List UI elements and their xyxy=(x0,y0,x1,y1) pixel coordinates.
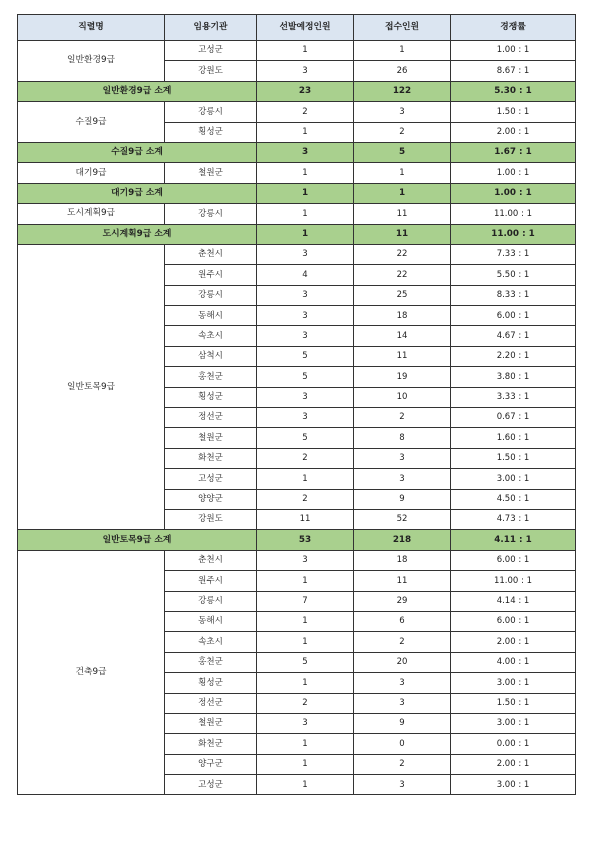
applicants-cell: 9 xyxy=(354,489,451,509)
planned-hires-cell: 5 xyxy=(257,652,354,672)
competition-rate-cell: 4.14 : 1 xyxy=(451,591,576,611)
planned-hires-cell: 5 xyxy=(257,346,354,366)
job-series-cell: 일반토목9급 xyxy=(18,244,165,529)
planned-hires-cell: 2 xyxy=(257,489,354,509)
header-job-series: 직렬명 xyxy=(18,15,165,41)
competition-rate-cell: 2.00 : 1 xyxy=(451,122,576,142)
table-row xyxy=(18,41,576,61)
agency-cell: 철원군 xyxy=(165,163,257,183)
planned-hires-cell: 1 xyxy=(257,469,354,489)
competition-rate-cell: 1.00 : 1 xyxy=(451,163,576,183)
competition-rate-cell: 6.00 : 1 xyxy=(451,550,576,570)
agency-cell: 강릉시 xyxy=(165,102,257,122)
applicants-cell: 11 xyxy=(354,204,451,224)
subtotal-planned-hires: 1 xyxy=(257,183,354,203)
subtotal-row xyxy=(18,142,576,162)
agency-cell: 화천군 xyxy=(165,448,257,468)
applicants-cell: 1 xyxy=(354,163,451,183)
agency-cell: 정선군 xyxy=(165,693,257,713)
applicants-cell: 1 xyxy=(354,41,451,61)
applicants-cell: 26 xyxy=(354,61,451,81)
planned-hires-cell: 1 xyxy=(257,41,354,61)
subtotal-row xyxy=(18,81,576,101)
competition-rate-cell: 8.33 : 1 xyxy=(451,285,576,305)
competition-rate-cell: 1.60 : 1 xyxy=(451,428,576,448)
subtotal-applicants: 1 xyxy=(354,183,451,203)
subtotal-applicants: 122 xyxy=(354,81,451,101)
agency-cell: 속초시 xyxy=(165,326,257,346)
applicants-cell: 2 xyxy=(354,754,451,774)
agency-cell: 원주시 xyxy=(165,571,257,591)
job-series-cell: 도시계획9급 xyxy=(18,204,165,224)
applicants-cell: 3 xyxy=(354,673,451,693)
competition-rate-cell: 0.67 : 1 xyxy=(451,408,576,428)
competition-rate-cell: 3.00 : 1 xyxy=(451,775,576,795)
agency-cell: 강원도 xyxy=(165,509,257,529)
subtotal-planned-hires: 53 xyxy=(257,530,354,550)
agency-cell: 고성군 xyxy=(165,41,257,61)
competition-rate-cell: 1.00 : 1 xyxy=(451,41,576,61)
subtotal-applicants: 218 xyxy=(354,530,451,550)
subtotal-planned-hires: 1 xyxy=(257,224,354,244)
competition-rate-cell: 8.67 : 1 xyxy=(451,61,576,81)
applicants-cell: 10 xyxy=(354,387,451,407)
table-row xyxy=(18,204,576,224)
competition-rate-cell: 11.00 : 1 xyxy=(451,204,576,224)
competition-rate-cell: 7.33 : 1 xyxy=(451,244,576,264)
competition-rate-cell: 3.80 : 1 xyxy=(451,367,576,387)
agency-cell: 삼척시 xyxy=(165,346,257,366)
table-row xyxy=(18,102,576,122)
header-applicants: 접수인원 xyxy=(354,15,451,41)
job-series-cell: 대기9급 xyxy=(18,163,165,183)
competition-rate-cell: 2.00 : 1 xyxy=(451,754,576,774)
agency-cell: 양양군 xyxy=(165,489,257,509)
competition-rate-cell: 3.33 : 1 xyxy=(451,387,576,407)
header-agency: 임용기관 xyxy=(165,15,257,41)
agency-cell: 고성군 xyxy=(165,775,257,795)
agency-cell: 강릉시 xyxy=(165,204,257,224)
planned-hires-cell: 1 xyxy=(257,571,354,591)
agency-cell: 횡성군 xyxy=(165,122,257,142)
applicants-cell: 3 xyxy=(354,469,451,489)
planned-hires-cell: 1 xyxy=(257,204,354,224)
applicants-cell: 3 xyxy=(354,693,451,713)
applicants-cell: 2 xyxy=(354,122,451,142)
agency-cell: 동해시 xyxy=(165,611,257,631)
header-planned-hires: 선발예정인원 xyxy=(257,15,354,41)
planned-hires-cell: 3 xyxy=(257,285,354,305)
planned-hires-cell: 3 xyxy=(257,306,354,326)
planned-hires-cell: 3 xyxy=(257,326,354,346)
agency-cell: 정선군 xyxy=(165,408,257,428)
competition-rate-cell: 4.67 : 1 xyxy=(451,326,576,346)
competition-rate-cell: 3.00 : 1 xyxy=(451,673,576,693)
planned-hires-cell: 2 xyxy=(257,102,354,122)
header-competition-rate: 경쟁률 xyxy=(451,15,576,41)
competition-rate-cell: 2.00 : 1 xyxy=(451,632,576,652)
agency-cell: 화천군 xyxy=(165,734,257,754)
agency-cell: 홍천군 xyxy=(165,367,257,387)
header-row xyxy=(18,15,576,41)
agency-cell: 고성군 xyxy=(165,469,257,489)
planned-hires-cell: 3 xyxy=(257,408,354,428)
applicants-cell: 52 xyxy=(354,509,451,529)
planned-hires-cell: 3 xyxy=(257,713,354,733)
planned-hires-cell: 7 xyxy=(257,591,354,611)
agency-cell: 동해시 xyxy=(165,306,257,326)
subtotal-competition-rate: 11.00 : 1 xyxy=(451,224,576,244)
agency-cell: 횡성군 xyxy=(165,673,257,693)
subtotal-row xyxy=(18,224,576,244)
applicants-cell: 2 xyxy=(354,408,451,428)
applicants-cell: 14 xyxy=(354,326,451,346)
applicants-cell: 9 xyxy=(354,713,451,733)
subtotal-label: 수질9급 소계 xyxy=(18,142,257,162)
applicants-cell: 22 xyxy=(354,265,451,285)
planned-hires-cell: 3 xyxy=(257,244,354,264)
applicants-cell: 3 xyxy=(354,102,451,122)
planned-hires-cell: 1 xyxy=(257,122,354,142)
subtotal-label: 일반토목9급 소계 xyxy=(18,530,257,550)
planned-hires-cell: 1 xyxy=(257,673,354,693)
table-body xyxy=(18,41,576,795)
planned-hires-cell: 3 xyxy=(257,61,354,81)
applicants-cell: 2 xyxy=(354,632,451,652)
planned-hires-cell: 1 xyxy=(257,775,354,795)
competition-rate-cell: 1.50 : 1 xyxy=(451,102,576,122)
subtotal-competition-rate: 1.67 : 1 xyxy=(451,142,576,162)
subtotal-applicants: 5 xyxy=(354,142,451,162)
planned-hires-cell: 5 xyxy=(257,428,354,448)
job-series-cell: 일반환경9급 xyxy=(18,41,165,82)
competition-rate-cell: 2.20 : 1 xyxy=(451,346,576,366)
applicants-cell: 11 xyxy=(354,346,451,366)
subtotal-competition-rate: 1.00 : 1 xyxy=(451,183,576,203)
applicants-cell: 22 xyxy=(354,244,451,264)
competition-rate-table xyxy=(17,14,576,795)
applicants-cell: 19 xyxy=(354,367,451,387)
planned-hires-cell: 1 xyxy=(257,632,354,652)
job-series-cell: 수질9급 xyxy=(18,102,165,143)
planned-hires-cell: 11 xyxy=(257,509,354,529)
planned-hires-cell: 5 xyxy=(257,367,354,387)
applicants-cell: 6 xyxy=(354,611,451,631)
job-series-cell: 건축9급 xyxy=(18,550,165,795)
planned-hires-cell: 1 xyxy=(257,754,354,774)
applicants-cell: 20 xyxy=(354,652,451,672)
competition-rate-cell: 4.00 : 1 xyxy=(451,652,576,672)
subtotal-label: 일반환경9급 소계 xyxy=(18,81,257,101)
subtotal-competition-rate: 5.30 : 1 xyxy=(451,81,576,101)
subtotal-label: 대기9급 소계 xyxy=(18,183,257,203)
competition-rate-cell: 1.50 : 1 xyxy=(451,448,576,468)
competition-rate-cell: 5.50 : 1 xyxy=(451,265,576,285)
agency-cell: 횡성군 xyxy=(165,387,257,407)
planned-hires-cell: 4 xyxy=(257,265,354,285)
applicants-cell: 11 xyxy=(354,571,451,591)
agency-cell: 춘천시 xyxy=(165,550,257,570)
subtotal-row xyxy=(18,530,576,550)
agency-cell: 원주시 xyxy=(165,265,257,285)
competition-rate-cell: 4.50 : 1 xyxy=(451,489,576,509)
subtotal-planned-hires: 3 xyxy=(257,142,354,162)
applicants-cell: 29 xyxy=(354,591,451,611)
competition-rate-cell: 0.00 : 1 xyxy=(451,734,576,754)
agency-cell: 강릉시 xyxy=(165,285,257,305)
competition-rate-cell: 6.00 : 1 xyxy=(451,611,576,631)
applicants-cell: 3 xyxy=(354,448,451,468)
agency-cell: 속초시 xyxy=(165,632,257,652)
planned-hires-cell: 1 xyxy=(257,734,354,754)
applicants-cell: 18 xyxy=(354,306,451,326)
planned-hires-cell: 1 xyxy=(257,163,354,183)
subtotal-competition-rate: 4.11 : 1 xyxy=(451,530,576,550)
applicants-cell: 3 xyxy=(354,775,451,795)
planned-hires-cell: 1 xyxy=(257,611,354,631)
table-row xyxy=(18,244,576,264)
planned-hires-cell: 3 xyxy=(257,387,354,407)
table-row xyxy=(18,163,576,183)
agency-cell: 홍천군 xyxy=(165,652,257,672)
agency-cell: 철원군 xyxy=(165,713,257,733)
subtotal-planned-hires: 23 xyxy=(257,81,354,101)
agency-cell: 춘천시 xyxy=(165,244,257,264)
table-row xyxy=(18,550,576,570)
agency-cell: 강원도 xyxy=(165,61,257,81)
competition-rate-cell: 6.00 : 1 xyxy=(451,306,576,326)
subtotal-label: 도시계획9급 소계 xyxy=(18,224,257,244)
competition-rate-cell: 3.00 : 1 xyxy=(451,469,576,489)
agency-cell: 강릉시 xyxy=(165,591,257,611)
competition-rate-cell: 11.00 : 1 xyxy=(451,571,576,591)
applicants-cell: 18 xyxy=(354,550,451,570)
applicants-cell: 25 xyxy=(354,285,451,305)
planned-hires-cell: 2 xyxy=(257,448,354,468)
subtotal-applicants: 11 xyxy=(354,224,451,244)
agency-cell: 철원군 xyxy=(165,428,257,448)
agency-cell: 양구군 xyxy=(165,754,257,774)
planned-hires-cell: 3 xyxy=(257,550,354,570)
applicants-cell: 0 xyxy=(354,734,451,754)
subtotal-row xyxy=(18,183,576,203)
applicants-cell: 8 xyxy=(354,428,451,448)
competition-rate-cell: 4.73 : 1 xyxy=(451,509,576,529)
competition-rate-cell: 3.00 : 1 xyxy=(451,713,576,733)
competition-rate-cell: 1.50 : 1 xyxy=(451,693,576,713)
planned-hires-cell: 2 xyxy=(257,693,354,713)
